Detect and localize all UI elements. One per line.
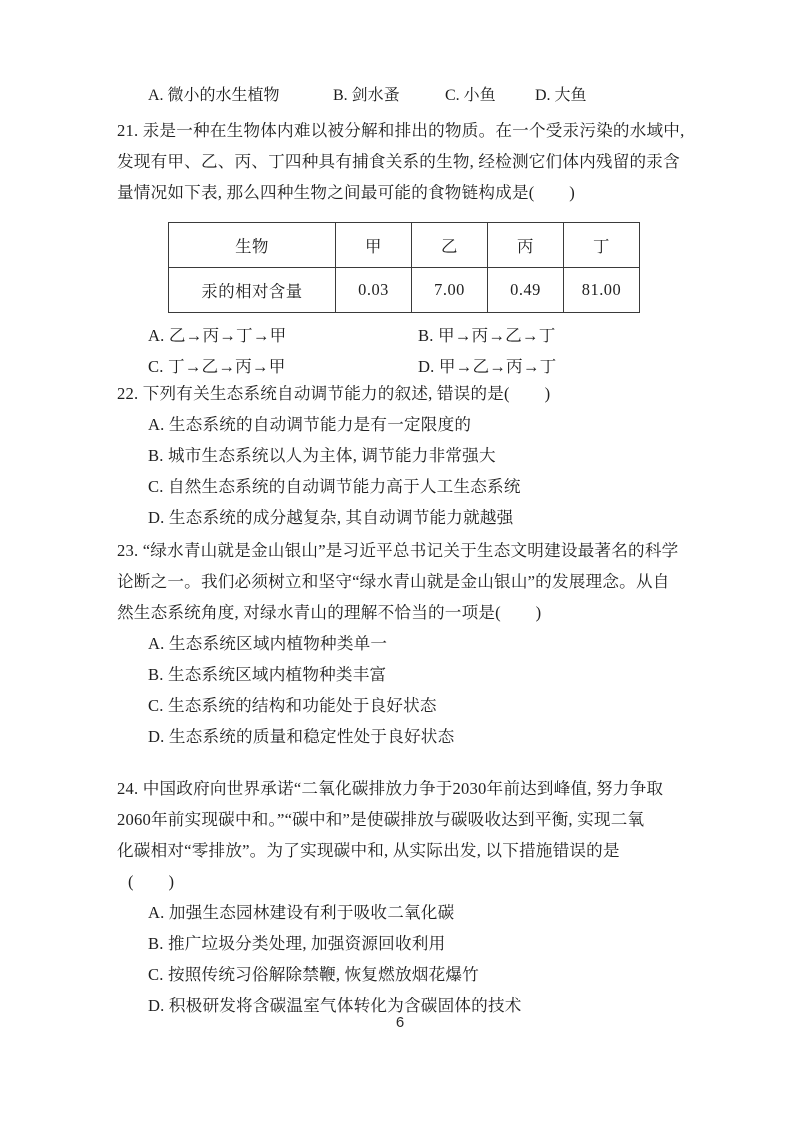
stem-line: 24. 中国政府向世界承诺“二氧化碳排放力争于2030年前达到峰值, 努力争取	[117, 779, 664, 798]
stem-line: 2060年前实现碳中和。”“碳中和”是使碳排放与碳吸收达到平衡, 实现二氧	[117, 810, 645, 829]
stem-line: 发现有甲、乙、丙、丁四种具有捕食关系的生物, 经检测它们体内残留的汞含	[117, 152, 680, 171]
option-a: A. 微小的水生植物	[148, 87, 280, 104]
option-c: C. 按照传统习俗解除禁鞭, 恢复燃放烟花爆竹	[148, 965, 479, 984]
mercury-content-table	[168, 222, 634, 313]
question-23	[117, 535, 683, 752]
table-row	[169, 268, 640, 313]
option-d: D. 生态系统的成分越复杂, 其自动调节能力就越强	[148, 508, 514, 527]
option-a: A. 加强生态园林建设有利于吸收二氧化碳	[148, 903, 455, 922]
table-cell-value-2: 7.00	[412, 268, 488, 313]
option-c: C. 丁→乙→丙→甲	[148, 357, 286, 376]
question-22	[117, 378, 683, 533]
stem-answer-blank: ( )	[128, 872, 175, 891]
option-b: B. 推广垃圾分类处理, 加强资源回收利用	[148, 934, 446, 953]
stem-line: 22. 下列有关生态系统自动调节能力的叙述, 错误的是( )	[117, 384, 551, 403]
table-header-organism: 生物	[169, 223, 336, 268]
option-a: A. 生态系统区域内植物种类单一	[148, 634, 388, 653]
option-b: B. 城市生态系统以人为主体, 调节能力非常强大	[148, 446, 496, 465]
table-row	[169, 223, 640, 268]
option-d: D. 生态系统的质量和稳定性处于良好状态	[148, 727, 455, 746]
carryover-options-row	[117, 82, 683, 113]
table-cell-organism-2: 乙	[412, 223, 488, 268]
table-cell-organism-3: 丙	[488, 223, 564, 268]
stem-line: 化碳相对“零排放”。为了实现碳中和, 从实际出发, 以下措施错误的是	[117, 841, 620, 860]
page-number: 6	[395, 1014, 405, 1031]
table-header-mercury-content: 汞的相对含量	[169, 268, 336, 313]
question-21-options	[117, 320, 683, 382]
stem-line: 23. “绿水青山就是金山银山”是习近平总书记关于生态文明建设最著名的科学	[117, 541, 679, 560]
option-row	[117, 320, 683, 351]
stem-line: 量情况如下表, 那么四种生物之间最可能的食物链构成是( )	[117, 183, 575, 202]
option-a: A. 乙→丙→丁→甲	[148, 326, 287, 345]
table-cell-value-1: 0.03	[336, 268, 412, 313]
option-d: D. 积极研发将含碳温室气体转化为含碳固体的技术	[148, 996, 522, 1015]
table-cell-value-3: 0.49	[488, 268, 564, 313]
question-24	[117, 773, 683, 1021]
option-b: B. 剑水蚤	[333, 87, 400, 104]
table-cell-organism-1: 甲	[336, 223, 412, 268]
stem-line: 然生态系统角度, 对绿水青山的理解不恰当的一项是( )	[117, 603, 542, 622]
option-b: B. 甲→丙→乙→丁	[418, 326, 556, 345]
stem-line: 论断之一。我们必须树立和坚守“绿水青山就是金山银山”的发展理念。从自	[117, 572, 670, 591]
stem-line: 21. 汞是一种在生物体内难以被分解和排出的物质。在一个受汞污染的水域中,	[117, 121, 685, 140]
option-b: B. 生态系统区域内植物种类丰富	[148, 665, 387, 684]
option-d: D. 甲→乙→丙→丁	[418, 357, 557, 376]
option-a: A. 生态系统的自动调节能力是有一定限度的	[148, 415, 472, 434]
table-cell-value-4: 81.00	[564, 268, 640, 313]
option-row-inline	[117, 82, 683, 113]
question-21-stem	[117, 115, 683, 208]
option-c: C. 自然生态系统的自动调节能力高于人工生态系统	[148, 477, 521, 496]
table-cell-organism-4: 丁	[564, 223, 640, 268]
option-c: C. 生态系统的结构和功能处于良好状态	[148, 696, 437, 715]
option-c: C. 小鱼	[445, 87, 496, 104]
option-d: D. 大鱼	[535, 87, 587, 104]
